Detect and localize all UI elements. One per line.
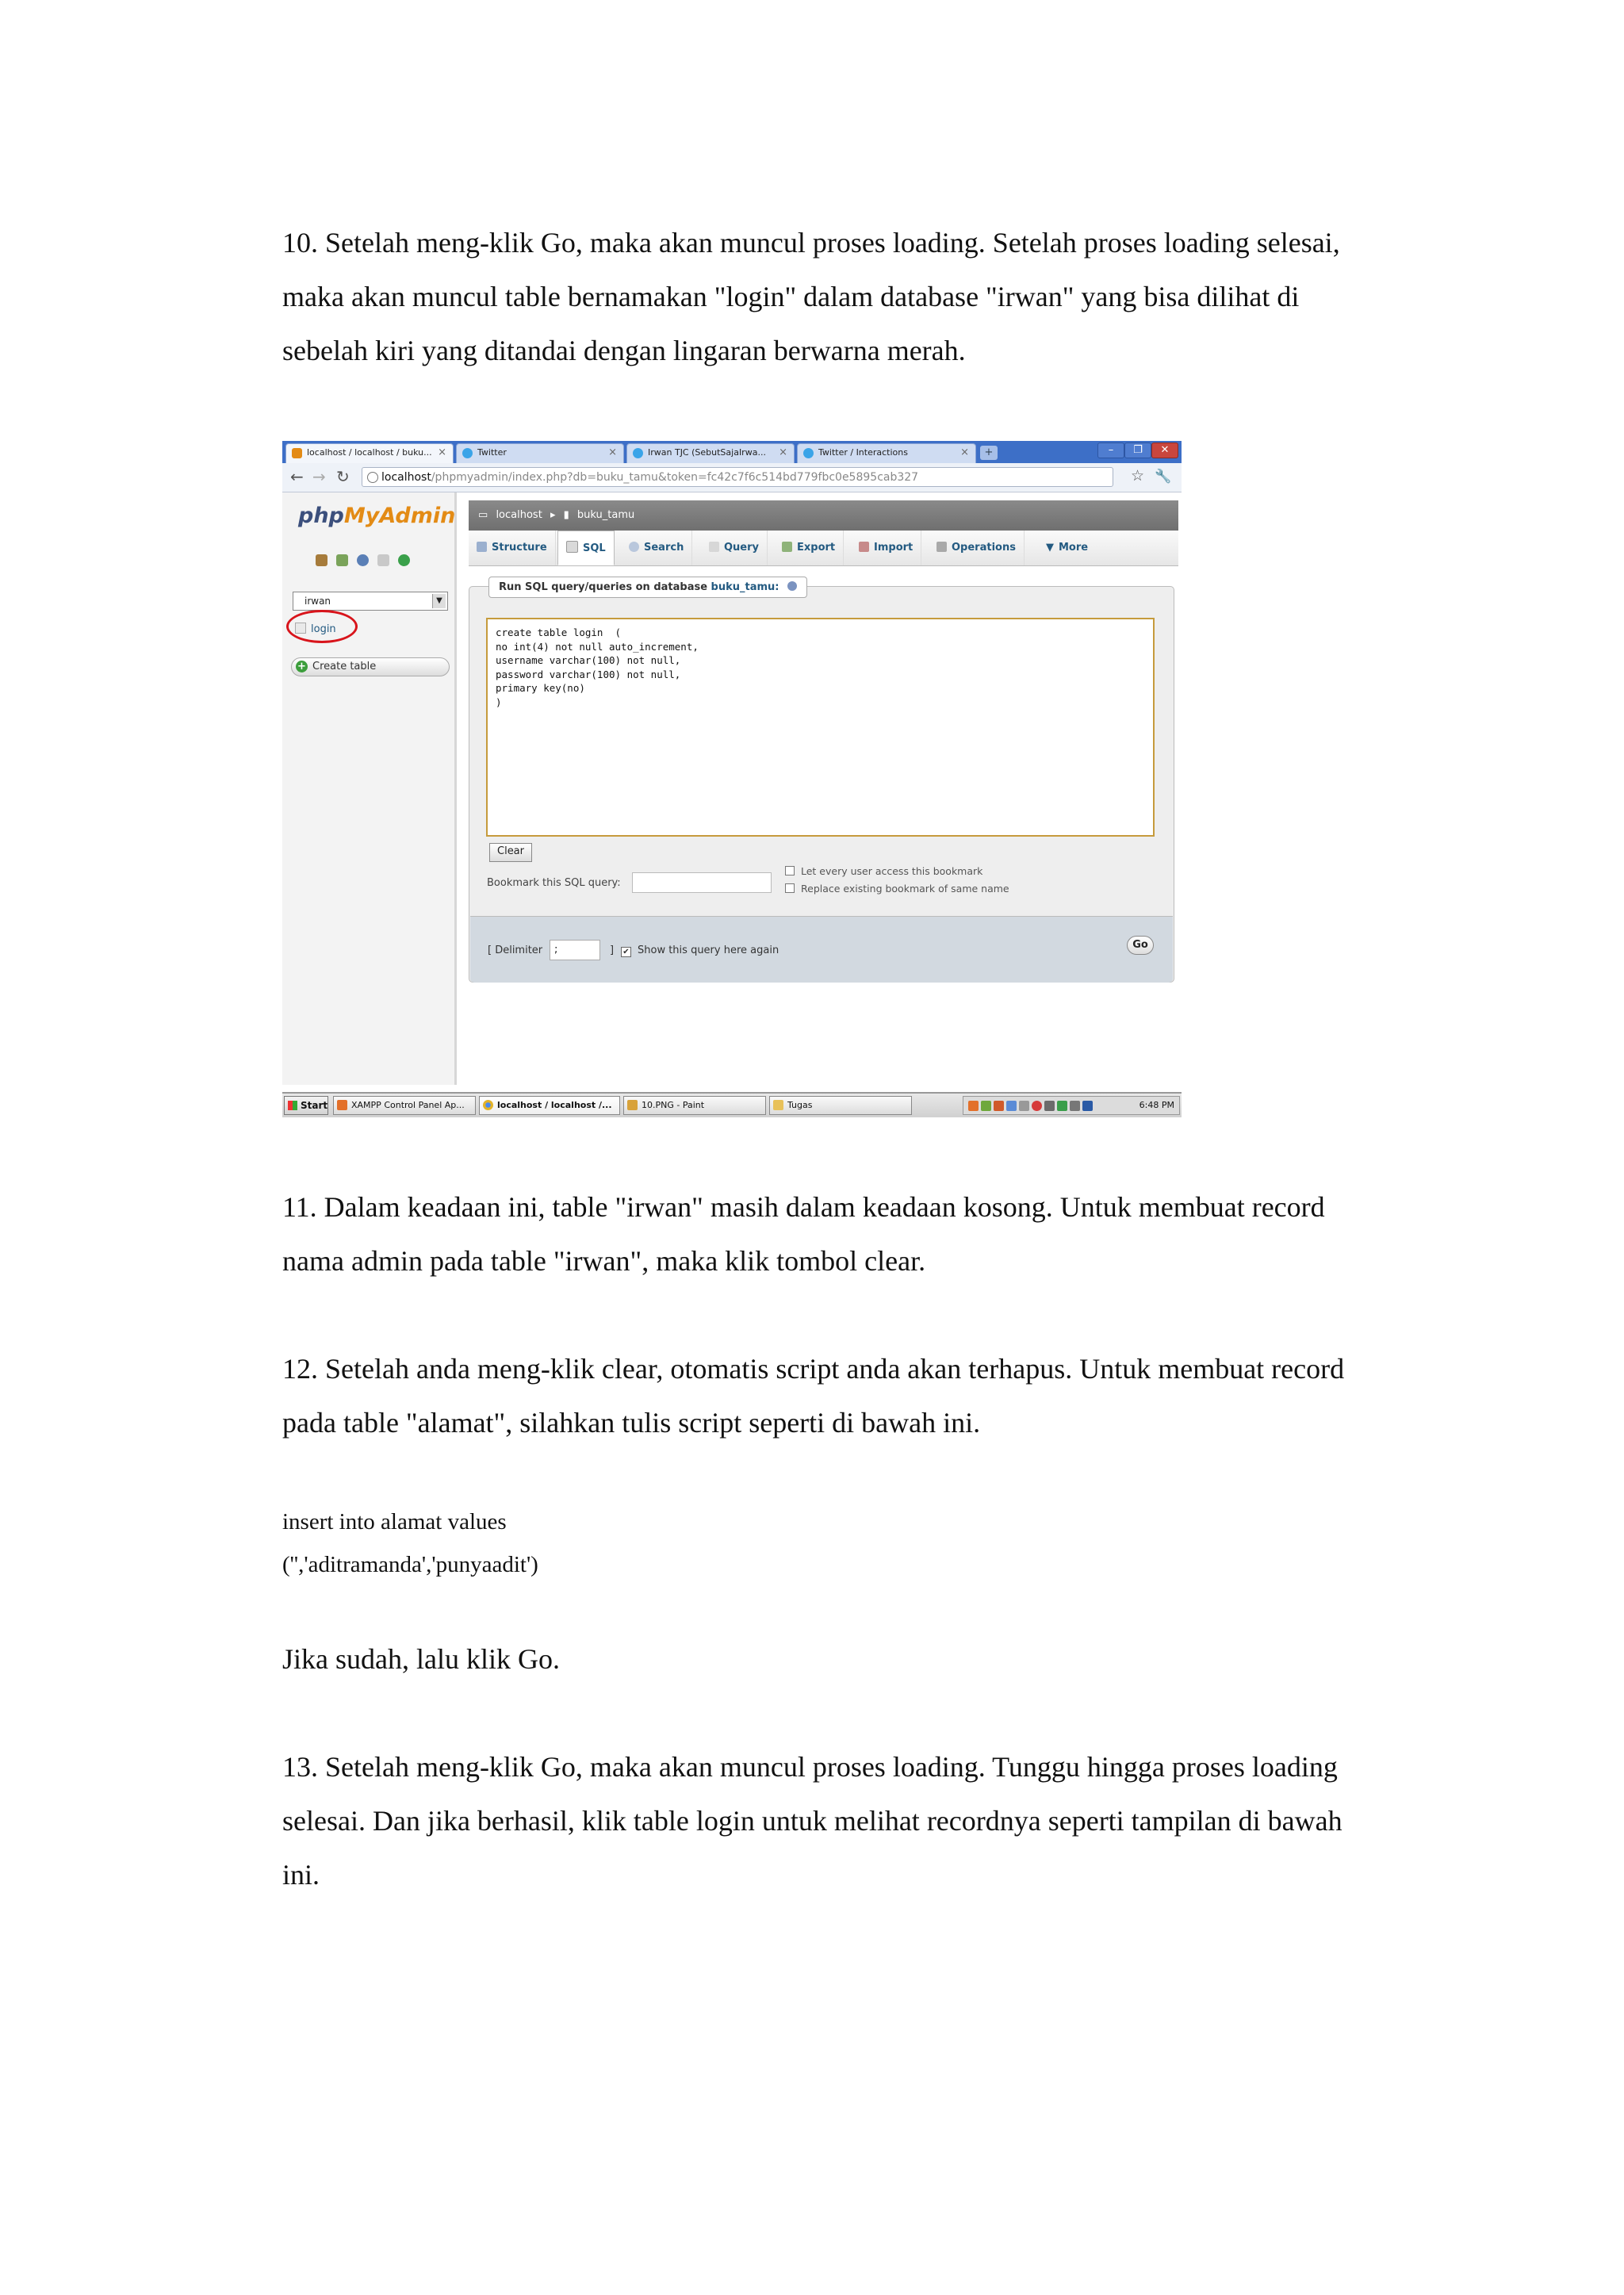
table-item-login[interactable]: login [295,623,336,635]
tray-app-icon[interactable] [1019,1101,1029,1111]
go-button[interactable]: Go [1127,936,1154,955]
close-icon[interactable]: × [438,446,446,458]
tray-app-icon[interactable] [994,1101,1004,1111]
breadcrumb-separator-icon: ▸ [550,509,556,521]
bookmark-input[interactable] [632,872,772,893]
tray-app-icon[interactable] [981,1101,991,1111]
taskbar-item-xampp[interactable]: XAMPP Control Panel Ap... [333,1096,476,1115]
url-field[interactable] [362,467,1113,487]
tab-more[interactable]: ▼ More [1046,542,1089,554]
tray-volume-icon[interactable] [1070,1101,1080,1111]
breadcrumb-server[interactable]: localhost [496,509,542,521]
close-icon[interactable]: × [779,446,787,458]
documentation-icon[interactable] [377,554,389,566]
browser-tab-localhost[interactable]: localhost / localhost / buku... × [285,443,454,463]
browser-tab-strip [282,441,1182,463]
close-window-button[interactable]: ✕ [1151,443,1178,458]
browser-tab-twitter[interactable]: Twitter × [456,443,624,463]
twitter-icon [462,448,473,458]
checkbox-replace-bookmark[interactable]: Replace existing bookmark of same name [785,883,1009,895]
red-highlight-circle [286,610,358,643]
back-arrow-icon[interactable]: ← [290,467,304,486]
tab-structure[interactable]: Structure [469,531,556,565]
sql-query-panel [469,581,1174,983]
new-tab-button[interactable]: + [980,446,998,460]
paragraph-step-11: 11. Dalam keadaan ini, table "irwan" masih dalam keadaan kosong. Untuk membuat record nama admin pada table "irwan", maka klik tombol clear. [282,1191,1325,1277]
structure-icon [477,542,487,552]
breadcrumb [469,500,1178,531]
checkbox-show-query[interactable]: ✔ Show this query here again [621,944,779,957]
breadcrumb-database[interactable]: buku_tamu [576,509,635,521]
tray-network-icon[interactable] [1006,1101,1017,1111]
paint-icon [627,1100,638,1110]
tab-export[interactable]: Export [774,531,844,565]
taskbar-item-tugas[interactable]: Tugas [769,1096,912,1115]
star-icon[interactable]: ☆ [1131,467,1145,485]
checkmark-icon: ✔ [621,947,631,957]
clock[interactable]: 6:48 PM [1139,1100,1174,1110]
chevron-down-icon: ▼ [1046,542,1054,554]
database-icon: ▮ [563,509,569,521]
tray-app-icon[interactable] [1082,1101,1093,1111]
taskbar-item-browser[interactable]: localhost / localhost /... [479,1096,620,1115]
plus-icon: + [296,661,308,672]
xampp-icon [337,1100,347,1110]
help-icon[interactable] [787,581,797,591]
delimiter-close-label: ] [610,944,615,956]
create-table-button[interactable]: + Create table [291,657,450,676]
tab-import[interactable]: Import [851,531,921,565]
browser-tab-interactions[interactable]: Twitter / Interactions × [797,443,976,463]
help-icon[interactable] [357,554,369,566]
paragraph-step-13: 13. Setelah meng-klik Go, maka akan muncul proses loading. Tunggu hingga proses loading selesai. Dan jika berhasil, klik table login untuk melihat recordnya seperti tampilan di bawah ini. [282,1751,1342,1891]
sql-panel-legend: Run SQL query/queries on database buku_tamu: [488,577,807,598]
reload-icon[interactable]: ↻ [336,467,350,486]
tab-sql[interactable]: SQL [557,531,615,565]
url-path: /phpmyadmin/index.php?db=buku_tamu&token=fc42c7f6c514bd779fbc0e5895cab327 [431,471,919,484]
forward-arrow-icon[interactable]: → [312,467,326,486]
chrome-icon [483,1100,493,1110]
delimiter-label: [ Delimiter [488,944,543,956]
sql-query-textarea[interactable]: create table login ( no int(4) not null auto_increment, username varchar(100) not null, password varchar(100) not null, primary key(no) ) [486,618,1155,837]
tab-search[interactable]: Search [621,531,692,565]
paragraph-step-12: 12. Setelah anda meng-klik clear, otomatis script anda akan terhapus. Untuk membuat record pada table "alamat", silahkan tulis script seperti di bawah ini. [282,1353,1345,1439]
tray-app-icon[interactable] [1044,1101,1055,1111]
go-bar [470,916,1173,983]
paragraph-go: Jika sudah, lalu klik Go. [282,1643,560,1675]
browser-tab-irwan[interactable]: Irwan TJC (SebutSajaIrwa... × [626,443,795,463]
search-icon [629,542,639,552]
chevron-down-icon: ▼ [432,594,446,608]
system-tray [963,1096,1180,1115]
minimize-button[interactable]: – [1097,443,1124,458]
close-icon[interactable]: × [608,446,617,458]
taskbar-item-paint[interactable]: 10.PNG - Paint [623,1096,766,1115]
tray-xampp-icon[interactable] [968,1101,979,1111]
server-icon: ▭ [478,509,488,521]
clear-button[interactable]: Clear [489,843,532,862]
phpmyadmin-screenshot [282,441,1182,1117]
address-bar [282,463,1182,492]
sql-window-icon[interactable] [336,554,348,566]
phpmyadmin-logo: phpMyAdmin [298,504,456,528]
delimiter-input[interactable]: ; [550,940,600,960]
windows-logo-icon [288,1101,297,1110]
windows-taskbar [282,1092,1182,1117]
phpmyadmin-icon [292,448,302,458]
sql-icon [566,541,578,553]
home-icon[interactable] [316,554,327,566]
tab-query[interactable]: Query [701,531,768,565]
maximize-button[interactable]: ❐ [1124,443,1151,458]
start-button[interactable]: Start [284,1096,328,1115]
import-icon [859,542,869,552]
reload-navigation-icon[interactable] [398,554,410,566]
checkbox-every-user[interactable]: Let every user access this bookmark [785,865,982,877]
pma-tab-bar [469,531,1178,566]
url-host: localhost [381,471,431,484]
twitter-icon [633,448,643,458]
export-icon [782,542,792,552]
code-line-1: insert into alamat values [282,1509,507,1534]
twitter-icon [803,448,814,458]
close-icon[interactable]: × [960,446,969,458]
wrench-icon [936,542,947,552]
tray-app-icon[interactable] [1057,1101,1067,1111]
globe-icon [367,472,378,483]
pma-navigation-pane [282,492,457,1085]
bookmark-label: Bookmark this SQL query: [487,877,621,889]
tray-app-icon[interactable] [1032,1101,1042,1111]
query-icon [709,542,719,552]
database-select[interactable]: irwan ▼ [293,592,448,611]
wrench-icon[interactable]: 🔧 [1155,469,1172,485]
folder-icon [773,1100,783,1110]
tab-operations[interactable]: Operations [929,531,1025,565]
paragraph-step-10: 10. Setelah meng-klik Go, maka akan muncul proses loading. Setelah proses loading selesai, maka akan muncul table bernamakan "login" dalam database "irwan" yang bisa dilihat di sebelah kiri yang ditandai dengan lingaran berwarna merah. [282,227,1340,366]
code-line-2: ('','aditramanda','punyaadit') [282,1552,538,1577]
